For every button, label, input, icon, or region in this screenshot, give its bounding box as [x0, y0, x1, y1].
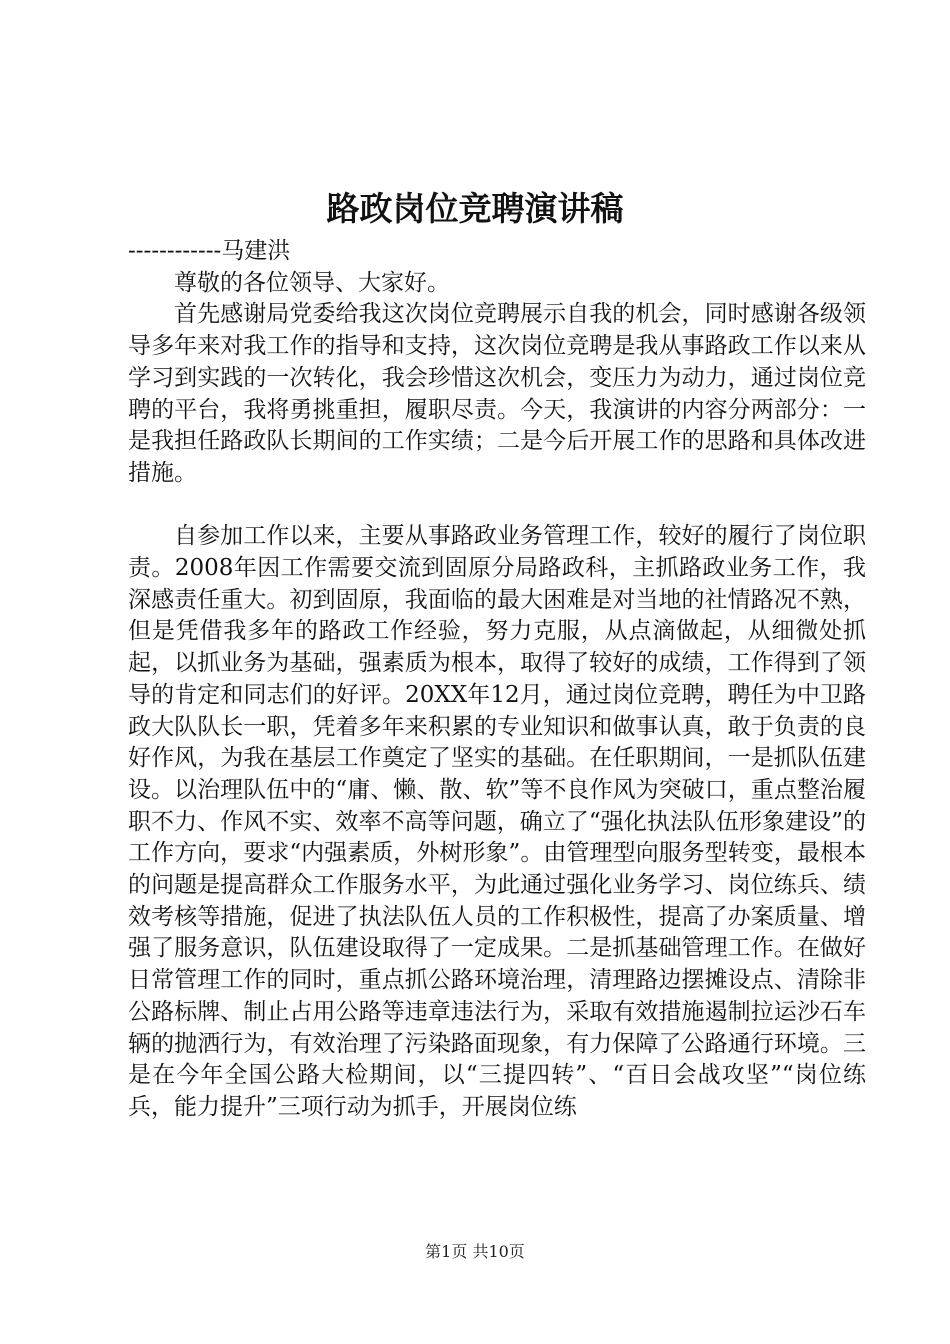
author-line: ------------马建洪 — [128, 238, 291, 264]
page-footer: 第1页 共10页 — [425, 1242, 525, 1261]
paragraph-intro: 首先感谢局党委给我这次岗位竞聘展示自我的机会，同时感谢各级领导多年来对我工作的指导和支持，这次岗位竞聘是我从事路政工作以来从学习到实践的一次转化，我会珍惜这次机会，变压力为动力，通过岗位竞聘的平台，我将勇挑重担，履职尽责。今天，我演讲的内容分两部分：一是我担任路政队长期间的工作实绩；二是今后开展工作的思路和具体改进措施。 — [128, 301, 866, 486]
greeting-line: 尊敬的各位领导、大家好。 — [174, 269, 450, 296]
document-title: 路政岗位竞聘演讲稿 — [326, 189, 624, 228]
paragraph-work-history: 自参加工作以来，主要从事路政业务管理工作，较好的履行了岗位职责。2008年因工作需要交流到固原分局路政科，主抓路政业务工作，我深感责任重大。初到固原，我面临的最大困难是对当地的社情路况不熟，但是凭借我多年的路政工作经验，努力克服，从点滴做起，从细微处抓起，以抓业务为基础，强素质为根本，取得了较好的成绩，工作得到了领导的肯定和同志们的好评。20XX年12月，通过岗位竞聘，聘任为中卫路政大队队长一职，凭着多年来积累的专业知识和做事认真，敢于负责的良好作风，为我在基层工作奠定了坚实的基础。在任职期间，一是抓队伍建设。以治理队伍中的“庸、懒、散、软”等不良作风为突破口，重点整治履职不力、作风不实、效率不高等问题，确立了“强化执法队伍形象建设”的工作方向，要求“内强素质，外树形象”。由管理型向服务型转变，最根本的问题是提高群众工作服务水平，为此通过强化业务学习、岗位练兵、绩效考核等措施，促进了执法队伍人员的工作积极性，提高了办案质量、增强了服务意识，队伍建设取得了一定成果。二是抓基础管理工作。在做好日常管理工作的同时，重点抓公路环境治理，清理路边摆摊设点、清除非公路标牌、制止占用公路等违章违法行为，采取有效措施遏制拉运沙石车辆的抛洒行为，有效治理了污染路面现象，有力保障了公路通行环境。三是在今年全国公路大检期间，以“三提四转”、“百日会战攻坚”“岗位练兵，能力提升”三项行动为抓手，开展岗位练 — [128, 523, 866, 1120]
document-body — [128, 236, 866, 1124]
paragraph-spacer — [128, 490, 866, 522]
